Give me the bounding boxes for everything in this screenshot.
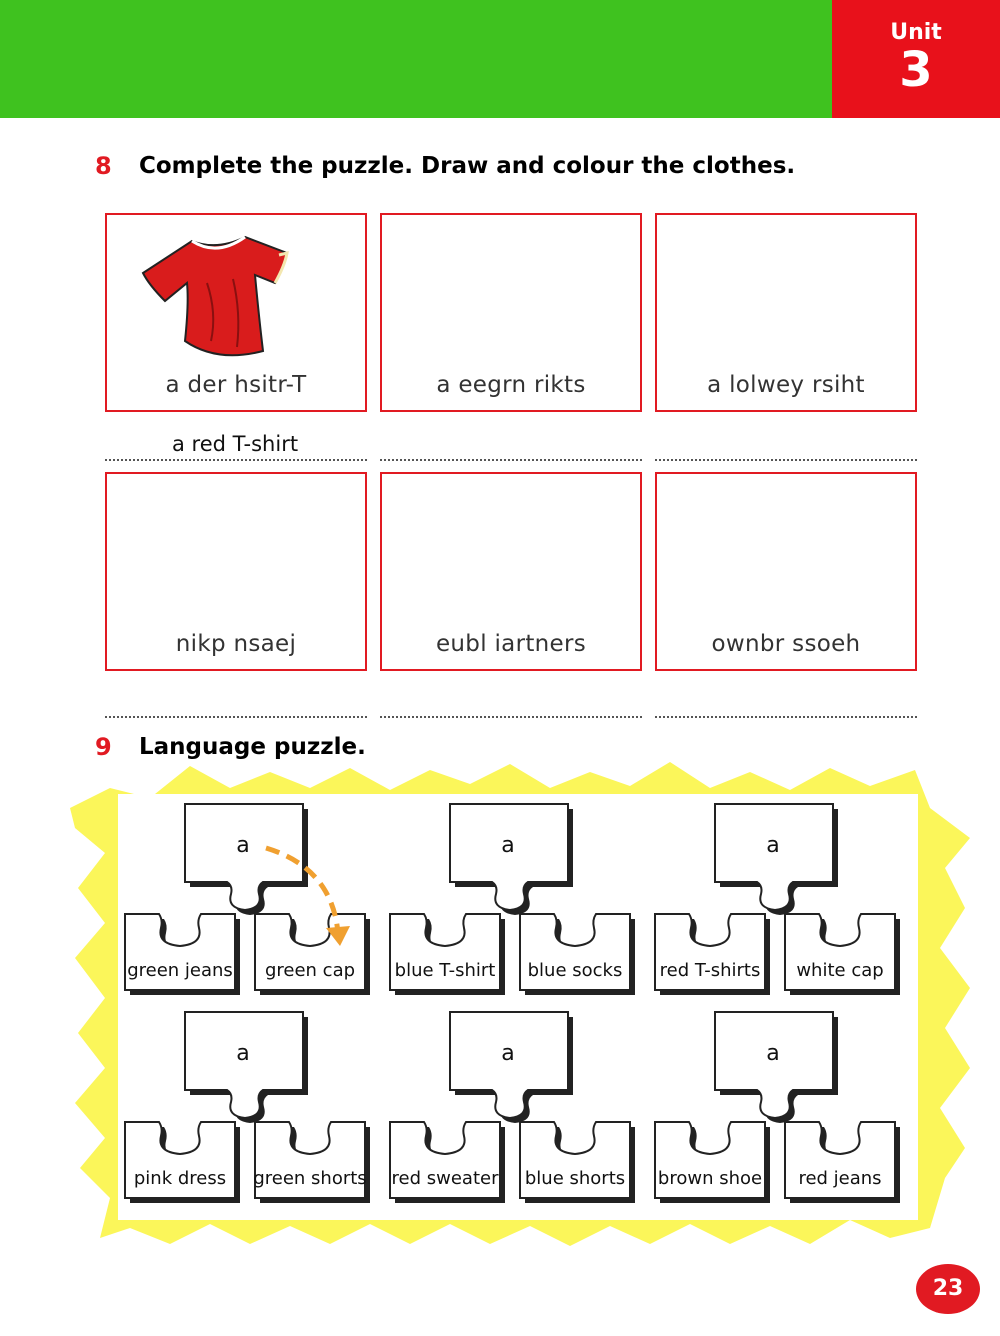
puzzle-box-6[interactable] bbox=[655, 472, 917, 671]
puzzle-box-5[interactable] bbox=[380, 472, 642, 671]
puzzle-box-4[interactable] bbox=[105, 472, 367, 671]
puzzle-piece-left-text: green jeans bbox=[127, 960, 233, 981]
puzzle-piece-right-text: blue socks bbox=[527, 960, 623, 981]
scrambled-label-3: a lolwey rsiht bbox=[707, 372, 865, 398]
unit-number: 3 bbox=[899, 42, 933, 98]
puzzle-box-1[interactable] bbox=[105, 213, 367, 412]
exercise-8-title: Complete the puzzle. Draw and colour the clothes. bbox=[139, 153, 796, 179]
scrambled-label-6: ownbr ssoeh bbox=[711, 631, 861, 657]
puzzle-piece-right-text: green shorts bbox=[253, 1168, 367, 1189]
unit-label: Unit bbox=[890, 20, 942, 45]
puzzle-piece-top-text: a bbox=[766, 1041, 780, 1066]
puzzle-box-2[interactable] bbox=[380, 213, 642, 412]
exercise-9-title: Language puzzle. bbox=[139, 734, 366, 760]
puzzle-piece-top-text: a bbox=[501, 1041, 515, 1066]
scrambled-label-4: nikp nsaej bbox=[175, 631, 297, 657]
puzzle-piece-top-text: a bbox=[236, 833, 250, 858]
scrambled-label-5: eubl iartners bbox=[435, 631, 587, 657]
exercise-8-number: 8 bbox=[95, 152, 112, 180]
puzzle-piece-left-text: brown shoe bbox=[657, 1168, 763, 1189]
puzzle-box-3[interactable] bbox=[655, 213, 917, 412]
header-bar bbox=[0, 0, 832, 118]
puzzle-board bbox=[70, 758, 970, 1248]
exercise-9-number: 9 bbox=[95, 733, 112, 761]
puzzle-piece-right-text: blue shorts bbox=[524, 1168, 626, 1189]
puzzle-piece-right-text: white cap bbox=[796, 960, 884, 981]
red-tshirt-icon bbox=[137, 223, 297, 373]
answer-line-5[interactable] bbox=[380, 716, 642, 718]
answer-line-4[interactable] bbox=[105, 716, 367, 718]
answer-line-1[interactable] bbox=[105, 459, 367, 461]
scrambled-label-2: a eegrn rikts bbox=[436, 372, 586, 398]
answer-line-6[interactable] bbox=[655, 716, 917, 718]
puzzle-piece-top-text: a bbox=[236, 1041, 250, 1066]
answer-line-2[interactable] bbox=[380, 459, 642, 461]
answer-text-1: a red T-shirt bbox=[172, 432, 299, 456]
puzzle-piece-top-text: a bbox=[766, 833, 780, 858]
scrambled-label-1: a der hsitr-T bbox=[165, 372, 307, 398]
puzzle-piece-left-text: pink dress bbox=[133, 1168, 227, 1189]
language-puzzle bbox=[70, 758, 970, 1248]
puzzle-piece-right-text: red jeans bbox=[798, 1168, 882, 1189]
puzzle-piece-right-text: green cap bbox=[264, 960, 356, 981]
puzzle-piece-top-text: a bbox=[501, 833, 515, 858]
page-number: 23 bbox=[916, 1264, 980, 1314]
puzzle-piece-left-text: blue T-shirt bbox=[394, 960, 496, 981]
puzzle-piece-left-text: red T-shirts bbox=[659, 960, 761, 981]
puzzle-piece-left-text: red sweater bbox=[391, 1168, 499, 1189]
unit-badge bbox=[832, 0, 1000, 118]
answer-line-3[interactable] bbox=[655, 459, 917, 461]
